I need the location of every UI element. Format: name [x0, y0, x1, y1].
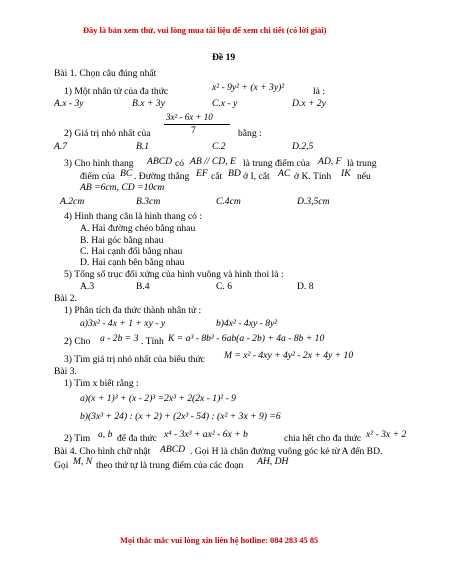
- q1-option-c: C.x - y: [212, 98, 238, 109]
- b4-line1-a: Bài 4. Cho hình chữ nhật: [54, 446, 151, 457]
- q1-option-a: A.x - 3y: [54, 98, 84, 109]
- q2-fraction-denominator: 7: [191, 125, 196, 136]
- q3-line1-a: 3) Cho hình thang: [64, 158, 134, 169]
- footer-banner: Mọi thắc mắc vui lòng xin liên hệ hotline: 084 283 45 85: [120, 536, 319, 545]
- q4-option-c: C. Hai cạnh đối bằng nhau: [80, 246, 183, 257]
- b4-line2-v2: AH, DH: [257, 456, 289, 467]
- b3-item1: 1) Tìm x biết rằng :: [64, 378, 139, 389]
- q3-line2-e: ở K. Tính: [294, 171, 332, 182]
- q2-suffix: bằng :: [238, 128, 262, 139]
- q1-expression: x² - 9y² + (x + 3y)²: [212, 82, 285, 93]
- q2-fraction-numerator: 3x² - 6x + 10: [166, 112, 213, 122]
- b4-line1-b: . Gọi H là chân đường vuông góc kẻ từ A đến BD.: [190, 446, 383, 457]
- b2-item1-b: b)4x² - 4xy - 8y²: [216, 318, 278, 329]
- q3-line2-c: cắt: [211, 171, 223, 182]
- q3-line1-v2: AB // CD, E: [190, 156, 236, 167]
- b2-item2-expression: K = a³ - 8b³ - 6ab(a - 2b) + 4a - 8b + 10: [168, 333, 325, 344]
- q4-option-d: D. Hai cạnh bên bằng nhau: [80, 257, 185, 268]
- q3-line2-b: . Đường thẳng: [134, 171, 190, 182]
- q3-line1-b: có: [175, 158, 185, 169]
- q4: 4) Hình thang cân là hình thang có :: [64, 211, 203, 222]
- b4-line1-v: ABCD: [160, 444, 186, 455]
- b2-item2-prefix: 2) Cho: [64, 336, 91, 347]
- b2-item2-mid: . Tính: [141, 336, 164, 347]
- q3-line1-v1: ABCD: [147, 156, 173, 167]
- q3-line2-v5: IK: [341, 168, 351, 179]
- q5-option-b: B.4: [136, 281, 150, 292]
- b4-line2-a: Gọi: [54, 460, 69, 471]
- b3-item2-v1: a, b: [98, 429, 113, 440]
- q3-line2-v1: BC: [120, 168, 133, 179]
- b2-item2-given: a - 2b = 3: [100, 333, 139, 344]
- q3-option-d: D.3,5cm: [297, 196, 330, 207]
- q2-option-a: A.7: [54, 141, 68, 152]
- b1-heading: Bài 1. Chọn câu đúng nhất: [54, 68, 157, 79]
- b3-item2-a: 2) Tìm: [64, 433, 91, 444]
- q2-option-b: B.1: [136, 141, 150, 152]
- b2-item1-a: a)3x² - 4x + 1 + xy - y: [80, 318, 166, 329]
- b2-heading: Bài 2.: [54, 293, 77, 304]
- b3-item1-b: b)(3x³ + 24) : (x + 2) + (2x³ - 54) : (x² + 3x + 9) =6: [80, 411, 281, 422]
- q3-line1-c: là trung điểm của: [243, 158, 310, 169]
- q1-option-d: D.x + 2y: [292, 98, 326, 109]
- q3-line2-d: ở I, cắt: [243, 171, 270, 182]
- q3-line2-v3: BD: [228, 168, 241, 179]
- b4-line2-v1: M, N: [73, 456, 93, 467]
- b3-item1-a: a)(x + 1)³ + (x - 2)³ =2x³ + 2(2x - 1)² - 9: [80, 393, 236, 404]
- q3-line1-v3: AD, F: [318, 156, 342, 167]
- q3-option-b: B.3cm: [136, 196, 161, 207]
- b4-line2-b: theo thứ tự là trung điểm của các đoạn: [96, 460, 244, 471]
- b2-item3-expression: M = x² - 4xy + 4y² - 2x + 4y + 10: [224, 350, 354, 361]
- q3-line3: AB =6cm, CD =10cm: [80, 182, 165, 193]
- b2-item3-prefix: 3) Tìm giá trị nhỏ nhất của biểu thức: [64, 354, 205, 365]
- b3-item2-v3: x² - 3x + 2: [366, 429, 407, 440]
- q2-prefix: 2) Giá trị nhỏ nhất của: [64, 128, 151, 139]
- b3-item2-v2: x⁴ - 3x³ + ax² - 6x + b: [164, 429, 248, 440]
- q3-line2-v2: EF: [196, 168, 208, 179]
- b3-heading: Bài 3.: [54, 366, 77, 377]
- q3-option-a: A.2cm: [60, 196, 85, 207]
- page-title: Đề 19: [212, 52, 236, 63]
- q5-option-d: D. 8: [297, 281, 314, 292]
- q3-line2-a: điểm của: [80, 171, 115, 182]
- q2-option-d: D.2,5: [292, 141, 314, 152]
- q2-option-c: C.2: [212, 141, 226, 152]
- q3-line2-f: nếu: [357, 171, 371, 182]
- b2-item1: 1) Phân tích đa thức thành nhân tử :: [64, 305, 202, 316]
- q2-fraction-bar: [164, 124, 230, 125]
- q4-option-a: A. Hai đường chéo bằng nhau: [80, 223, 196, 234]
- b3-item2-b: để đa thức: [117, 433, 157, 444]
- q5: 5) Tổng số trục đối xứng của hình vuông và hình thoi là :: [64, 269, 284, 280]
- b3-item2-c: chia hết cho đa thức: [284, 433, 362, 444]
- q4-option-b: B. Hai góc bằng nhau: [80, 235, 164, 246]
- q1-prefix: 1) Một nhân tử của đa thức: [64, 86, 169, 97]
- header-banner: Đây là bản xem thử, vui lòng mua tài liệu để xem chi tiết (có lời giải): [83, 26, 327, 35]
- q5-option-c: C. 6: [216, 281, 232, 292]
- q5-option-a: A.3: [80, 281, 95, 292]
- q1-suffix: là :: [313, 86, 325, 97]
- q3-line2-v4: AC: [278, 168, 291, 179]
- q1-option-b: B.x + 3y: [132, 98, 165, 109]
- q3-option-c: C.4cm: [216, 196, 241, 207]
- q3-line1-d: là trung: [347, 158, 377, 169]
